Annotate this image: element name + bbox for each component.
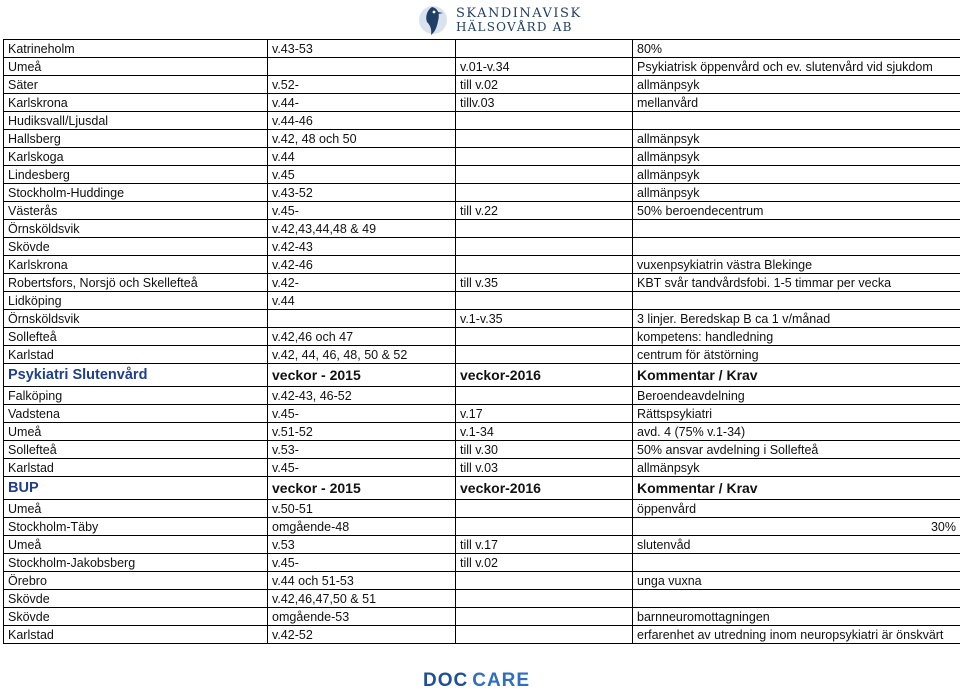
weeks-2015-cell: v.52- bbox=[268, 76, 456, 94]
comment-cell: 80% bbox=[633, 40, 960, 58]
table-row bbox=[4, 112, 960, 130]
location-cell: Örebro bbox=[4, 572, 268, 590]
weeks-2015-cell: omgående-53 bbox=[268, 608, 456, 626]
location-cell: Stockholm-Täby bbox=[4, 518, 268, 536]
weeks-2016-cell bbox=[456, 166, 633, 184]
weeks-2015-cell bbox=[268, 310, 456, 328]
weeks-2016-cell: v.17 bbox=[456, 405, 633, 423]
weeks-2015-cell: v.42, 44, 46, 48, 50 & 52 bbox=[268, 346, 456, 364]
weeks-2015-cell: v.42-43 bbox=[268, 238, 456, 256]
table-row bbox=[4, 148, 960, 166]
header-logo bbox=[418, 2, 582, 38]
location-cell: Katrineholm bbox=[4, 40, 268, 58]
column-header-comment: Kommentar / Krav bbox=[633, 364, 960, 387]
table-row bbox=[4, 292, 960, 310]
location-cell: Örnsköldsvik bbox=[4, 310, 268, 328]
location-cell: Karlskrona bbox=[4, 256, 268, 274]
location-cell: Robertsfors, Norsjö och Skellefteå bbox=[4, 274, 268, 292]
weeks-2015-cell: v.42, 48 och 50 bbox=[268, 130, 456, 148]
weeks-2015-cell: v.45- bbox=[268, 554, 456, 572]
table-row bbox=[4, 423, 960, 441]
table-row bbox=[4, 40, 960, 58]
weeks-2016-cell bbox=[456, 130, 633, 148]
location-cell: Hallsberg bbox=[4, 130, 268, 148]
weeks-2016-cell: v.01-v.34 bbox=[456, 58, 633, 76]
weeks-2015-cell: v.53- bbox=[268, 441, 456, 459]
weeks-2015-cell: v.42-52 bbox=[268, 626, 456, 644]
weeks-2016-cell: till v.02 bbox=[456, 554, 633, 572]
table-row bbox=[4, 238, 960, 256]
weeks-2016-cell bbox=[456, 518, 633, 536]
location-cell: Karlskrona bbox=[4, 94, 268, 112]
comment-cell bbox=[633, 112, 960, 130]
comment-cell: vuxenpsykiatrin västra Blekinge bbox=[633, 256, 960, 274]
comment-cell: allmänpsyk bbox=[633, 459, 960, 477]
location-cell: Sollefteå bbox=[4, 441, 268, 459]
location-cell: Lindesberg bbox=[4, 166, 268, 184]
weeks-2015-cell: omgående-48 bbox=[268, 518, 456, 536]
weeks-2016-cell: v.1-34 bbox=[456, 423, 633, 441]
table-row bbox=[4, 554, 960, 572]
comment-cell bbox=[633, 554, 960, 572]
column-header-2016: veckor-2016 bbox=[456, 364, 633, 387]
table-row bbox=[4, 328, 960, 346]
comment-cell: allmänpsyk bbox=[633, 166, 960, 184]
comment-cell: erfarenhet av utredning inom neuropsykiatri är önskvärt bbox=[633, 626, 960, 644]
weeks-2016-cell bbox=[456, 292, 633, 310]
brand-line-1: SKANDINAVISK bbox=[456, 5, 582, 21]
table-row bbox=[4, 76, 960, 94]
sluten-rows bbox=[4, 387, 960, 477]
location-cell: Stockholm-Jakobsberg bbox=[4, 554, 268, 572]
weeks-2015-cell: v.42,43,44,48 & 49 bbox=[268, 220, 456, 238]
location-cell: Falköping bbox=[4, 387, 268, 405]
weeks-2016-cell: till v.17 bbox=[456, 536, 633, 554]
comment-cell: allmänpsyk bbox=[633, 184, 960, 202]
weeks-2015-cell: v.45- bbox=[268, 202, 456, 220]
weeks-2016-cell bbox=[456, 238, 633, 256]
location-cell: Umeå bbox=[4, 536, 268, 554]
weeks-2016-cell bbox=[456, 387, 633, 405]
weeks-2016-cell bbox=[456, 40, 633, 58]
weeks-2016-cell bbox=[456, 112, 633, 130]
table-row bbox=[4, 626, 960, 644]
weeks-2016-cell bbox=[456, 328, 633, 346]
weeks-2015-cell: v.44 och 51-53 bbox=[268, 572, 456, 590]
table-row bbox=[4, 184, 960, 202]
weeks-2016-cell bbox=[456, 346, 633, 364]
location-cell: Karlskoga bbox=[4, 148, 268, 166]
weeks-2015-cell: v.42-46 bbox=[268, 256, 456, 274]
weeks-2015-cell: v.44 bbox=[268, 148, 456, 166]
table-row bbox=[4, 500, 960, 518]
comment-cell: allmänpsyk bbox=[633, 148, 960, 166]
table-row bbox=[4, 387, 960, 405]
brand-line-2: HÄLSOVÅRD AB bbox=[456, 19, 573, 34]
weeks-2016-cell: till v.22 bbox=[456, 202, 633, 220]
section-sluten bbox=[4, 364, 960, 387]
table-row bbox=[4, 220, 960, 238]
weeks-2016-cell bbox=[456, 220, 633, 238]
section-title: Psykiatri Slutenvård bbox=[4, 364, 268, 387]
column-header-2015: veckor - 2015 bbox=[268, 477, 456, 500]
location-cell: Skövde bbox=[4, 608, 268, 626]
location-cell: Hudiksvall/Ljusdal bbox=[4, 112, 268, 130]
weeks-2015-cell: v.45 bbox=[268, 166, 456, 184]
location-cell: Västerås bbox=[4, 202, 268, 220]
weeks-2016-cell: till v.03 bbox=[456, 459, 633, 477]
weeks-2016-cell bbox=[456, 626, 633, 644]
section-header-bup bbox=[4, 477, 960, 500]
table-row bbox=[4, 536, 960, 554]
weeks-2016-cell bbox=[456, 608, 633, 626]
weeks-2016-cell: v.1-v.35 bbox=[456, 310, 633, 328]
comment-cell: avd. 4 (75% v.1-34) bbox=[633, 423, 960, 441]
weeks-2016-cell bbox=[456, 590, 633, 608]
table-row bbox=[4, 590, 960, 608]
table-row bbox=[4, 274, 960, 292]
weeks-2016-cell: tillv.03 bbox=[456, 94, 633, 112]
comment-cell bbox=[633, 220, 960, 238]
location-cell: Umeå bbox=[4, 58, 268, 76]
table-row bbox=[4, 166, 960, 184]
outpatient-rows bbox=[4, 40, 960, 364]
comment-cell: 50% ansvar avdelning i Sollefteå bbox=[633, 441, 960, 459]
bup-rows bbox=[4, 500, 960, 644]
table-row bbox=[4, 256, 960, 274]
brand-name bbox=[456, 7, 582, 33]
table-row bbox=[4, 459, 960, 477]
weeks-2015-cell: v.42- bbox=[268, 274, 456, 292]
comment-cell: unga vuxna bbox=[633, 572, 960, 590]
weeks-2015-cell: v.44-46 bbox=[268, 112, 456, 130]
weeks-2015-cell: v.45- bbox=[268, 405, 456, 423]
weeks-2016-cell: till v.02 bbox=[456, 76, 633, 94]
weeks-2016-cell bbox=[456, 500, 633, 518]
weeks-2015-cell: v.50-51 bbox=[268, 500, 456, 518]
weeks-2016-cell bbox=[456, 148, 633, 166]
location-cell: Lidköping bbox=[4, 292, 268, 310]
location-cell: Skövde bbox=[4, 238, 268, 256]
location-cell: Örnsköldsvik bbox=[4, 220, 268, 238]
table-row bbox=[4, 202, 960, 220]
weeks-2015-cell: v.42,46 och 47 bbox=[268, 328, 456, 346]
weeks-2015-cell: v.43-52 bbox=[268, 184, 456, 202]
location-cell: Karlstad bbox=[4, 346, 268, 364]
column-header-comment: Kommentar / Krav bbox=[633, 477, 960, 500]
comment-cell: KBT svår tandvårdsfobi. 1-5 timmar per vecka bbox=[633, 274, 960, 292]
weeks-2015-cell: v.45- bbox=[268, 459, 456, 477]
comment-cell: öppenvård bbox=[633, 500, 960, 518]
table-row bbox=[4, 94, 960, 112]
weeks-2015-cell: v.42-43, 46-52 bbox=[268, 387, 456, 405]
weeks-2015-cell: v.53 bbox=[268, 536, 456, 554]
table-row bbox=[4, 58, 960, 76]
weeks-2016-cell bbox=[456, 572, 633, 590]
weeks-2015-cell: v.51-52 bbox=[268, 423, 456, 441]
table-row bbox=[4, 346, 960, 364]
weeks-2015-cell: v.44 bbox=[268, 292, 456, 310]
comment-cell: Rättspsykiatri bbox=[633, 405, 960, 423]
table-row bbox=[4, 518, 960, 536]
location-cell: Umeå bbox=[4, 423, 268, 441]
comment-cell: Psykiatrisk öppenvård och ev. slutenvård vid sjukdom bbox=[633, 58, 960, 76]
section-header-sluten bbox=[4, 364, 960, 387]
weeks-2016-cell: till v.30 bbox=[456, 441, 633, 459]
comment-cell bbox=[633, 292, 960, 310]
table-row bbox=[4, 441, 960, 459]
comment-cell: centrum för ätstörning bbox=[633, 346, 960, 364]
column-header-2015: veckor - 2015 bbox=[268, 364, 456, 387]
column-header-2016: veckor-2016 bbox=[456, 477, 633, 500]
location-cell: Vadstena bbox=[4, 405, 268, 423]
weeks-2015-cell bbox=[268, 58, 456, 76]
comment-cell: allmänpsyk bbox=[633, 76, 960, 94]
weeks-2015-cell: v.42,46,47,50 & 51 bbox=[268, 590, 456, 608]
table-row bbox=[4, 130, 960, 148]
location-cell: Säter bbox=[4, 76, 268, 94]
footer-logo-part-1: DOC bbox=[423, 670, 469, 691]
comment-cell: kompetens: handledning bbox=[633, 328, 960, 346]
location-cell: Sollefteå bbox=[4, 328, 268, 346]
weeks-2015-cell: v.44- bbox=[268, 94, 456, 112]
location-cell: Karlstad bbox=[4, 626, 268, 644]
weeks-2016-cell bbox=[456, 184, 633, 202]
weeks-2015-cell: v.43-53 bbox=[268, 40, 456, 58]
comment-cell: Beroendeavdelning bbox=[633, 387, 960, 405]
weeks-2016-cell: till v.35 bbox=[456, 274, 633, 292]
location-cell: Umeå bbox=[4, 500, 268, 518]
section-title: BUP bbox=[4, 477, 268, 500]
table-row bbox=[4, 572, 960, 590]
footer-logo bbox=[423, 671, 530, 691]
footer-logo-part-2: CARE bbox=[472, 670, 531, 691]
comment-cell: allmänpsyk bbox=[633, 130, 960, 148]
section-bup bbox=[4, 477, 960, 500]
location-cell: Karlstad bbox=[4, 459, 268, 477]
table-row bbox=[4, 310, 960, 328]
table-row bbox=[4, 405, 960, 423]
placement-table bbox=[3, 39, 960, 644]
comment-cell: barnneuromottagningen bbox=[633, 608, 960, 626]
comment-cell bbox=[633, 238, 960, 256]
location-cell: Stockholm-Huddinge bbox=[4, 184, 268, 202]
comment-cell: slutenvåd bbox=[633, 536, 960, 554]
comment-cell: 3 linjer. Beredskap B ca 1 v/månad bbox=[633, 310, 960, 328]
location-cell: Skövde bbox=[4, 590, 268, 608]
comment-cell: 30% bbox=[633, 518, 960, 536]
weeks-2016-cell bbox=[456, 256, 633, 274]
comment-cell: 50% beroendecentrum bbox=[633, 202, 960, 220]
table-row bbox=[4, 608, 960, 626]
bird-logo-icon bbox=[418, 3, 448, 37]
comment-cell bbox=[633, 590, 960, 608]
comment-cell: mellanvård bbox=[633, 94, 960, 112]
